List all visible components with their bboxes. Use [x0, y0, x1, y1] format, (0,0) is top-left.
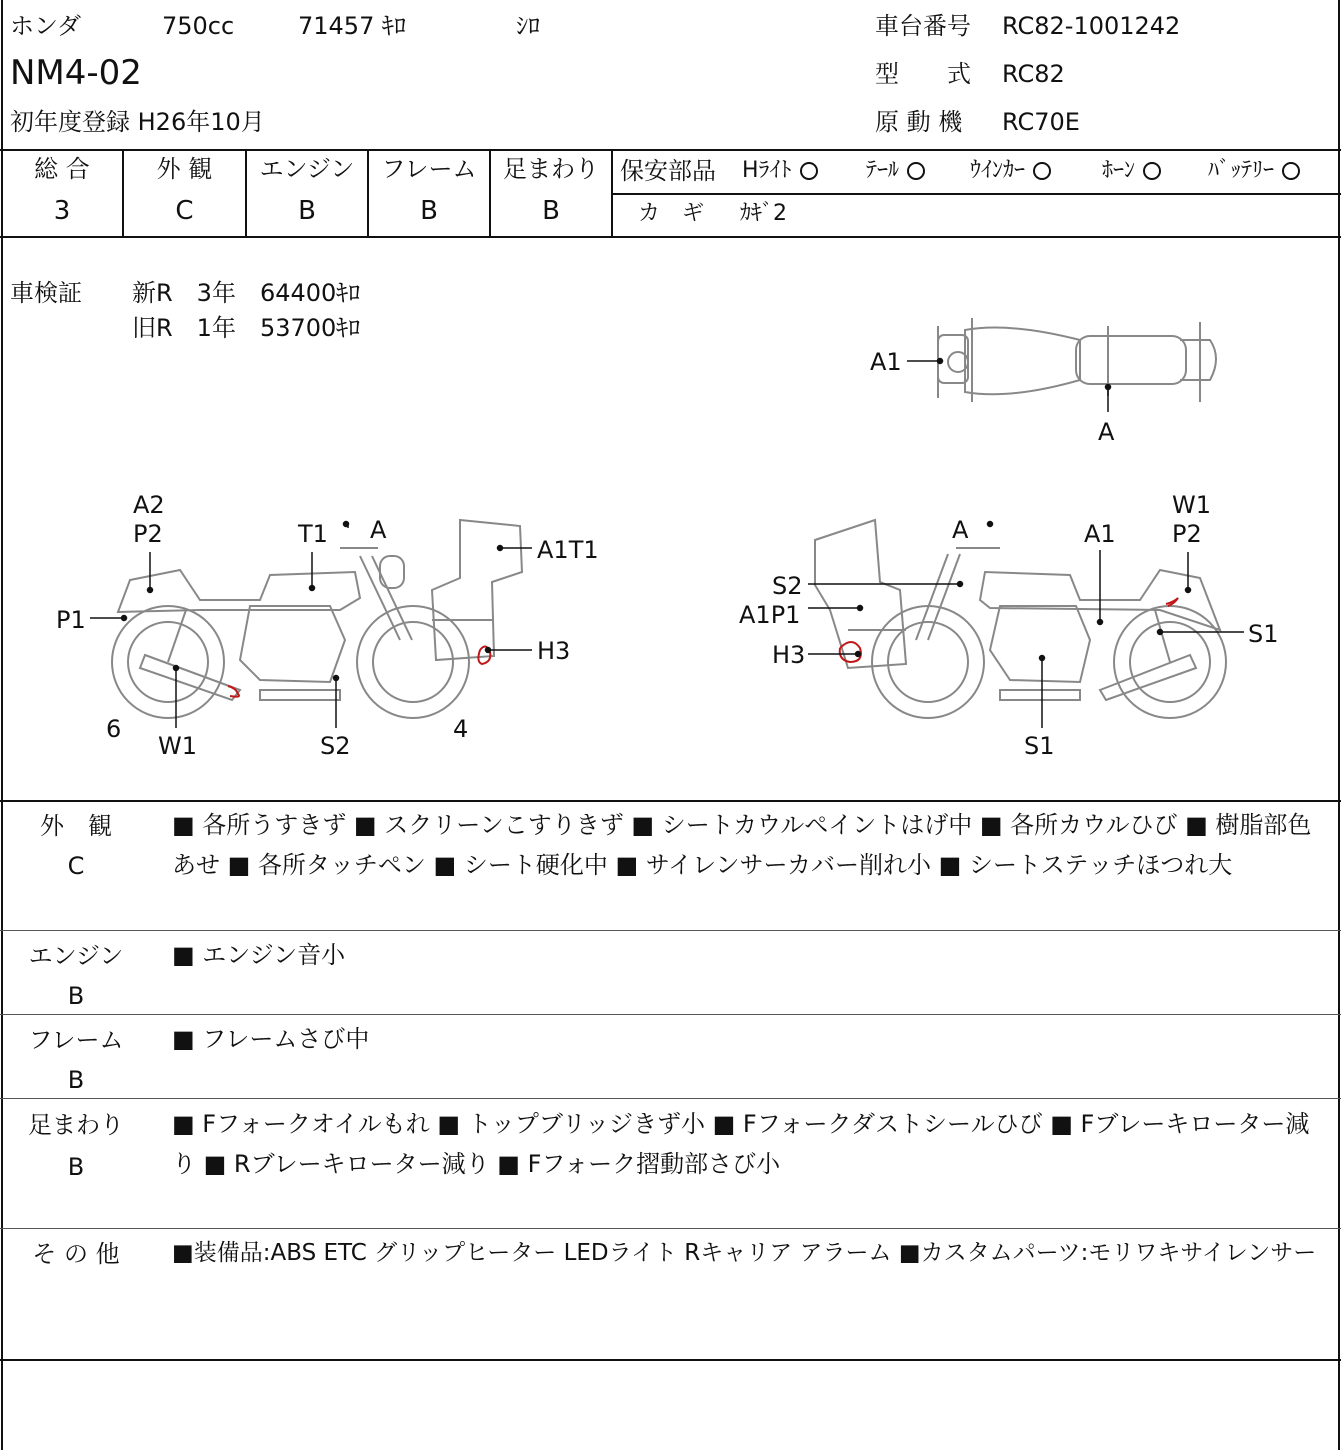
ok-circle-icon — [1143, 162, 1161, 180]
safety-item-horn: ﾎｰﾝ — [1102, 160, 1161, 182]
label-top-a: A — [1098, 418, 1115, 446]
label-right-a1p1: A1P1 — [739, 601, 801, 629]
remark-label-engine: エンジン — [28, 942, 124, 970]
remark-label-exterior: 外 観 — [40, 812, 112, 840]
ok-circle-icon — [800, 162, 818, 180]
remark-text-suspension: ■ Fフォークオイルもれ ■ トップブリッジきず小 ■ Fフォークダストシールひび ■ Fブレーキローター減り ■ Rブレーキローター減り ■ Fフォーク摺動部さび小 — [172, 1110, 1310, 1178]
label-left-a: A — [370, 516, 387, 544]
grade-label-exterior: 外 観 — [156, 155, 213, 183]
safety-item-battery: ﾊﾞｯﾃﾘｰ — [1208, 160, 1300, 182]
label-right-s1-bottom: S1 — [1024, 732, 1055, 760]
right-side-view-outline — [815, 520, 1226, 718]
remark-label-frame: フレーム — [28, 1026, 124, 1054]
ok-circle-icon — [1033, 162, 1051, 180]
label-right-h3: H3 — [772, 641, 806, 669]
remark-label-other: そ の 他 — [32, 1240, 120, 1268]
remark-text-engine: ■ エンジン音小 — [172, 941, 346, 969]
motorcycle-damage-diagram — [0, 240, 1341, 800]
grade-value-frame: B — [420, 196, 438, 226]
label-left-p2: P2 — [133, 520, 163, 548]
inspection-old-r: 旧R 1年 53700ｷﾛ — [132, 314, 361, 342]
remark-text-exterior: ■ 各所うすきず ■ スクリーンこすりきず ■ シートカウルペイントはげ中 ■ 各所カウルひび ■ 樹脂部色あせ ■ 各所タッチペン ■ シート硬化中 ■ サイレンサーカバー削れ小 ■ シートステッチほつれ大 — [172, 811, 1312, 879]
remark-grade-frame: B — [67, 1066, 85, 1094]
inspection-label: 車検証 — [10, 279, 82, 307]
label-right-a: A — [952, 516, 969, 544]
mileage: 71457 ｷﾛ — [298, 12, 406, 40]
displacement: 750cc — [162, 12, 235, 40]
label-left-s2: S2 — [320, 732, 351, 760]
label-left-w1: W1 — [158, 732, 197, 760]
safety-item-headlight: Hﾗｲﾄ — [742, 160, 818, 182]
remark-grade-exterior: C — [67, 852, 85, 880]
keys-label: カ ギ — [638, 201, 705, 226]
label-left-a2: A2 — [133, 491, 165, 519]
color: ｼﾛ — [516, 12, 540, 40]
remark-grade-engine: B — [67, 982, 85, 1010]
safety-parts-label: 保安部品 — [620, 157, 716, 185]
first-registration: 初年度登録 H26年10月 — [10, 108, 265, 136]
label-left-t1: T1 — [298, 520, 328, 548]
grade-value-suspension: B — [542, 196, 560, 226]
grade-value-exterior: C — [175, 196, 194, 226]
frame-no-label: 車台番号 — [875, 12, 971, 40]
label-left-6: 6 — [106, 715, 122, 743]
engine-label: 原 動 機 — [875, 108, 963, 136]
frame-no: RC82-1001242 — [1002, 12, 1181, 40]
grades-top-line — [0, 149, 1341, 151]
model-code: NM4-02 — [10, 53, 142, 93]
type: RC82 — [1002, 60, 1065, 88]
maker: ホンダ — [10, 12, 82, 40]
grade-label-frame: フレーム — [381, 155, 477, 183]
left-side-view-outline — [112, 520, 522, 718]
label-right-s2: S2 — [772, 572, 803, 600]
ok-circle-icon — [1282, 162, 1300, 180]
remark-text-frame: ■ フレームさび中 — [172, 1025, 370, 1053]
label-right-a1: A1 — [1084, 520, 1116, 548]
grade-label-engine: エンジン — [259, 155, 355, 183]
label-right-p2: P2 — [1172, 520, 1202, 548]
type-label: 型 式 — [875, 60, 971, 88]
grade-value-overall: 3 — [53, 196, 71, 226]
safety-item-tail: ﾃｰﾙ — [866, 160, 925, 182]
top-view-outline — [938, 318, 1216, 402]
safety-item-winker: ｳｲﾝｶｰ — [970, 160, 1051, 182]
grade-label-suspension: 足まわり — [503, 155, 599, 183]
label-left-h3: H3 — [537, 637, 571, 665]
grade-label-overall: 総 合 — [34, 155, 90, 183]
inspection-new-r: 新R 3年 64400ｷﾛ — [132, 279, 361, 307]
ok-circle-icon — [907, 162, 925, 180]
damage-marks — [228, 598, 1178, 697]
label-right-s1-rear: S1 — [1248, 620, 1279, 648]
label-left-a1t1: A1T1 — [537, 536, 599, 564]
label-right-w1: W1 — [1172, 491, 1211, 519]
grade-value-engine: B — [298, 196, 316, 226]
label-left-4: 4 — [453, 715, 469, 743]
engine: RC70E — [1002, 108, 1080, 136]
grades-bottom-line — [0, 236, 1341, 238]
remark-label-suspension: 足まわり — [28, 1111, 124, 1139]
label-left-p1: P1 — [56, 606, 86, 634]
keys-value: ｶｷﾞ2 — [740, 201, 787, 226]
label-top-a1: A1 — [870, 348, 902, 376]
remark-grade-suspension: B — [67, 1153, 85, 1181]
remark-text-other: ■装備品:ABS ETC グリップヒーター LEDライト Rキャリア アラーム ■カスタムパーツ:モリワキサイレンサー — [172, 1240, 1317, 1266]
